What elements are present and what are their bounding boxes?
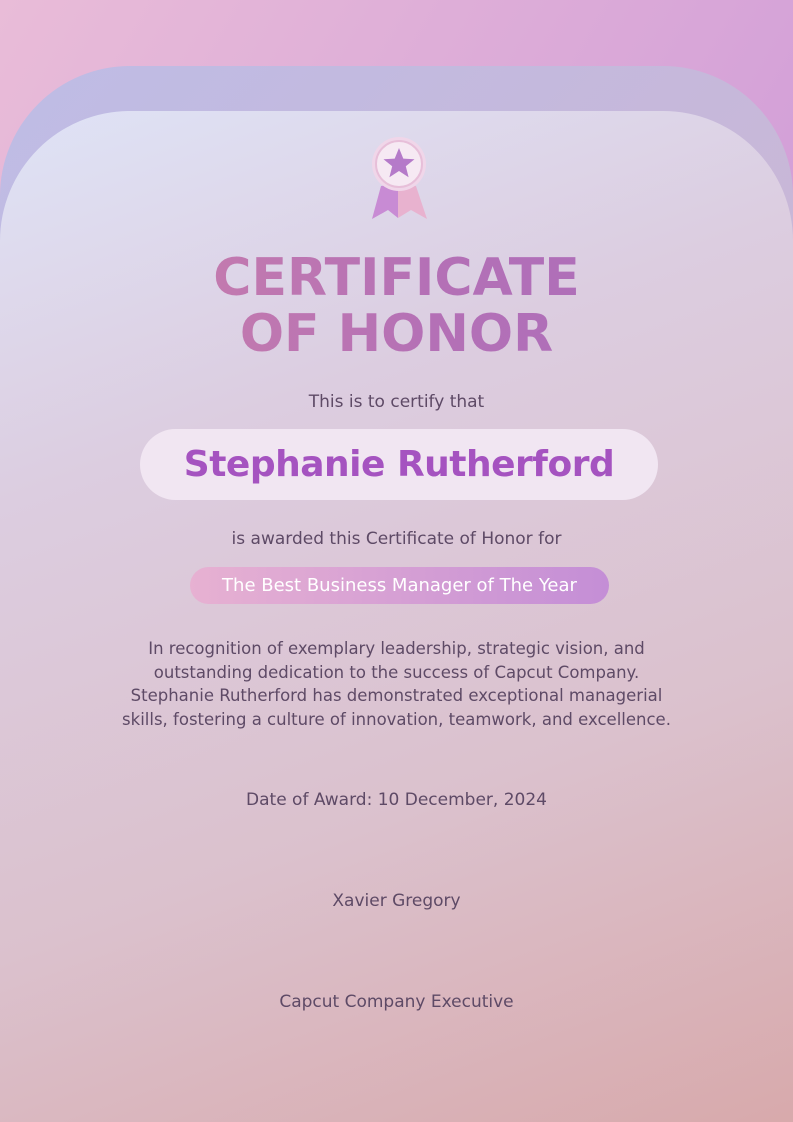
recipient-name: Stephanie Rutherford <box>183 444 615 485</box>
title-line-2: OF HONOR <box>239 304 554 364</box>
award-description: In recognition of exemplary leadership, strategic vision, and outstanding dedication to the success of Capcut Company. Stephanie Rutherford has demonstrated exceptional managerial skills, fostering a culture of innovation, teamwork, and excellence. <box>122 639 671 729</box>
signer-title: Capcut Company Executive <box>279 992 514 1012</box>
signer-name: Xavier Gregory <box>332 891 461 911</box>
recipient-name-pill <box>140 429 658 500</box>
award-title-badge <box>190 567 609 604</box>
awarded-line: is awarded this Certificate of Honor for <box>231 529 562 549</box>
award-date: Date of Award: 10 December, 2024 <box>246 790 547 810</box>
title-line-1: CERTIFICATE <box>213 248 580 308</box>
certificate-title <box>0 250 793 362</box>
certify-intro: This is to certify that <box>308 392 485 412</box>
award-title: The Best Business Manager of The Year <box>222 575 577 596</box>
award-ribbon-star-icon <box>369 136 429 222</box>
